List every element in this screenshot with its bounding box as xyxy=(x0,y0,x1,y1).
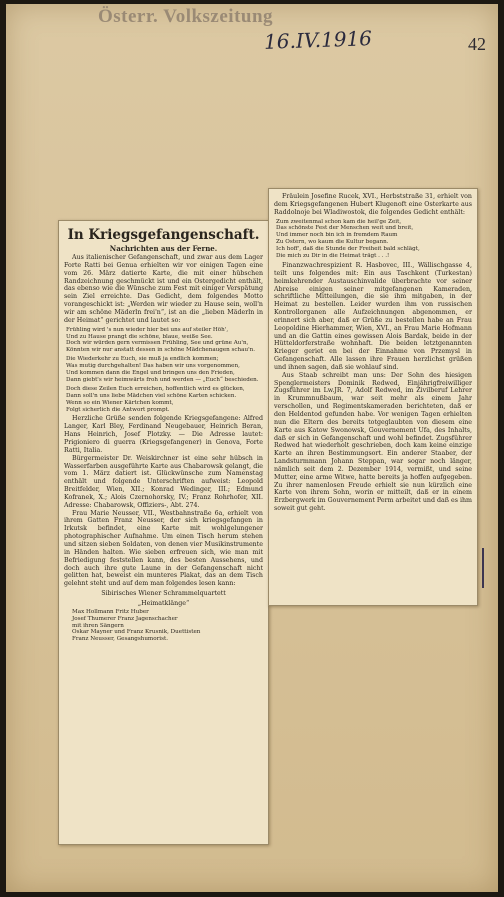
margin-bracket-mark xyxy=(482,548,488,588)
paragraph: Bürgermeister Dr. Weiskirchner ist eine sehr hübsch in Wasserfarben ausgeführte Karte aus Chabarowsk gelangt, die vom 1. März datiert ist. Glückwünsche zum Namenstag enthält und folgende Unterschriften aufweist: Leopold Breitfelder, Wien, XII.; Konrad Wedinger, III.; Edmund Kofranek, X.; Alois Czernohorsky, IV.; Franz Rohrhofer, XII. Adresse: Chabarowsk, Offiziers-, Abt. 274. xyxy=(64,454,263,509)
quartet-motto: „Heimatklänge“ xyxy=(137,599,190,607)
paragraph: Frau Marie Neusser, VII., Westbahnstraße 6a, erhielt von ihrem Gatten Franz Neusser, der sich kriegsgefangen in Irkutsk befindet, eine Karte mit wohlgelungener photographischer Aufnahme. Um einen Tisch herum stehen und sitzen sieben Soldaten, von denen vier Musikinstrumente in Händen halten. Wie sieben erfreuen sich, wie man mit Befriedigung feststellen kann, des besten Aussehens, und doch auch ihre gute Laune in der Gefangenschaft nicht gelitten hat, beweist ein munteres Plakat, das an dem Tisch gelehnt steht und auf dem man folgendes lesen kann: xyxy=(64,509,263,588)
paragraph: Herzliche Grüße senden folgende Kriegsgefangene: Alfred Langer, Karl Bley, Ferdinand Neugebauer, Heinrich Beran, Hans Heinrich, Josef Plotzky. — Die Adresse lautet: Prigioniero di guerra (Kriegsgefangener) in Genova, Forte Ratti, Italia. xyxy=(64,415,263,454)
signatories: Max Hollmann Fritz Huber Josef Thumerer Franz Jagenschacher mit ihren Sängern Oskar Mayner und Franz Krusnik, Duettisten Franz Neusser, Gesangshumorist. xyxy=(72,608,201,643)
clipping-right-column xyxy=(268,188,478,606)
clipping-left-column xyxy=(58,220,269,845)
paragraph: Fräulein Josefine Rucek, XVI., Herbststraße 31, erhielt von dem Kriegsgefangenen Hubert Klugenoft eine Osterkarte aus Raddolnoje bei Wladiwostok, die folgendes Gedicht enthält: xyxy=(274,193,472,216)
article-subheadline: Nachrichten aus der Ferne. xyxy=(109,244,218,253)
paragraph: Aus Staab schreibt man uns: Der Sohn des hiesigen Spenglermeisters Dominik Redwed, Einjährigfreiwilliger Zugsführer im Lw.JR. 7, Adolf Redwed, im Zivilberuf Lehrer in Krummnußbaum, war seit mehr als einem Jahr verschollen, und Regimentskameraden berichteten, daß er den Heldentod gefunden habe. Vor wenigen Tagen erhielten nun die Eltern des bereits totgeglaubten von diesem eine Karte aus Katow Swonowsk, Gouvernement Ufa, des Inhalts, daß er sich in Gefangenschaft und wohl befindet. Zugsführer Redwed hat wiederholt geschrieben, doch kam keine einzige Karte an ihren Bestimmungsort. Ein anderer Staaber, der Landsturmmann Johann Steppan, war sogar noch länger, nämlich seit dem 2. Dezember 1914, vermißt, und seine Mutter, eine arme Witwe, hatte bereits ja hoffen aufgegeben. Zu ihrer namenlosen Freude erhielt sie nun kürzlich eine Karte von ihrem Sohn, worin er mitteilt, daß er in einem Erzbergwerk im Gouvernement Perm arbeitet und daß es ihm soweit gut geht. xyxy=(274,371,473,513)
paragraph: Finanzwachrespizient R. Hasbovec, III., Wällischgasse 4, teilt uns folgendes mit: Ein aus Taschkent (Turkestan) heimkehrender Austauschinvalide überbrachte vor seiner Abreise einigen seiner mitgefangenen Kameraden, schriftliche Mitteilungen, die sie ihm mitgaben, in der Heimat zu bestellen. Leider wurden ihm von russischen Kontrollorganen alle Aufzeichnungen abgenommen, er erinnert sich aber, daß er Grüße zu bestellen habe an Frau Leopoldine Hierhammer, Wien, XVI., an Frau Marie Hofmann und an die Gattin eines gewissen Alois Bardak, beide in der Hütteldorferstraße wohnhaft. Die beiden letztgenannten Krieger geriet en bei der Einnahme von Przemysl in Gefangenschaft. Alle lassen ihre Frauen herzlichst grüßen und ihnen sagen, daß sie wohlauf sind. xyxy=(274,261,472,371)
quartet-name: Sibirisches Wiener Schrammelquartett xyxy=(101,590,226,598)
poem-verse: Doch diese Zeilen Euch erreichen, hoffentlich wird es glücken, Dann soll'n uns liebe Mädchen viel schöne Karten schicken. Wenn so ein Wiener Kärtchen kommt, Folgt sicherlich die Antwort prompt. xyxy=(66,385,245,413)
handwritten-date: 16.IV.1916 xyxy=(263,26,373,54)
poem-verse: Die Wiederkehr zu Euch, sie muß ja endlich kommen; Was mutig durchgehalten! Das haben wir uns vorgenommen, Und kommen dann die Engel und bringen uns den Frieden, Dann giebt's wir heimwärts froh und werden — „Euch“ beschieden. xyxy=(66,356,259,383)
poem-verse: Zum zweitenmal schon kam die heil'ge Zeit, Das schönste Fest der Menschen weit und breit, Und immer noch bin ich in fremdem Raum Zu Ostern, wo kaum die Kultur begann. Ich hoff', daß die Stunde der Freiheit bald schlägt, Die mich zu Dir in die Heimat trägt . . .! xyxy=(276,218,420,260)
newspaper-stamp: Österr. Volkszeitung xyxy=(98,6,274,27)
poem-verse: Frühling wird 's nun wieder hier bei uns auf steiler Höh', Und zu Hause prangt die schöne, blaue, weiße See. Doch wir würden gern vermissen Frühling, See und grüne Au'n, Könnten wir nur anstatt dessen in schöne Mädchenaugen schau'n. xyxy=(66,326,256,354)
page-number: 42 xyxy=(468,34,486,54)
article-headline: In Kriegsgefangenschaft. xyxy=(67,227,260,243)
paragraph: Aus italienischer Gefangenschaft, und zwar aus dem Lager Forte Ratti bei Genua erhielten wir vor einigen Tagen eine vom 26. März datierte Karte, die mit einer hübschen Randzeichnung geschmückt ist und ein Ostergedicht enthält, das ebenso wie die Wünsche zum Fest mit einiger Verspätung sein Ziel erreichte. Das Gedicht, dem folgendes Motto vorangeschickt ist: „Werden wir wieder zu Hause sein, woll'n wir am schöne Mäderln frei'n“, ist an die „lieben Mäderln in der Heimat“ gerichtet und lautet so: xyxy=(64,254,263,324)
